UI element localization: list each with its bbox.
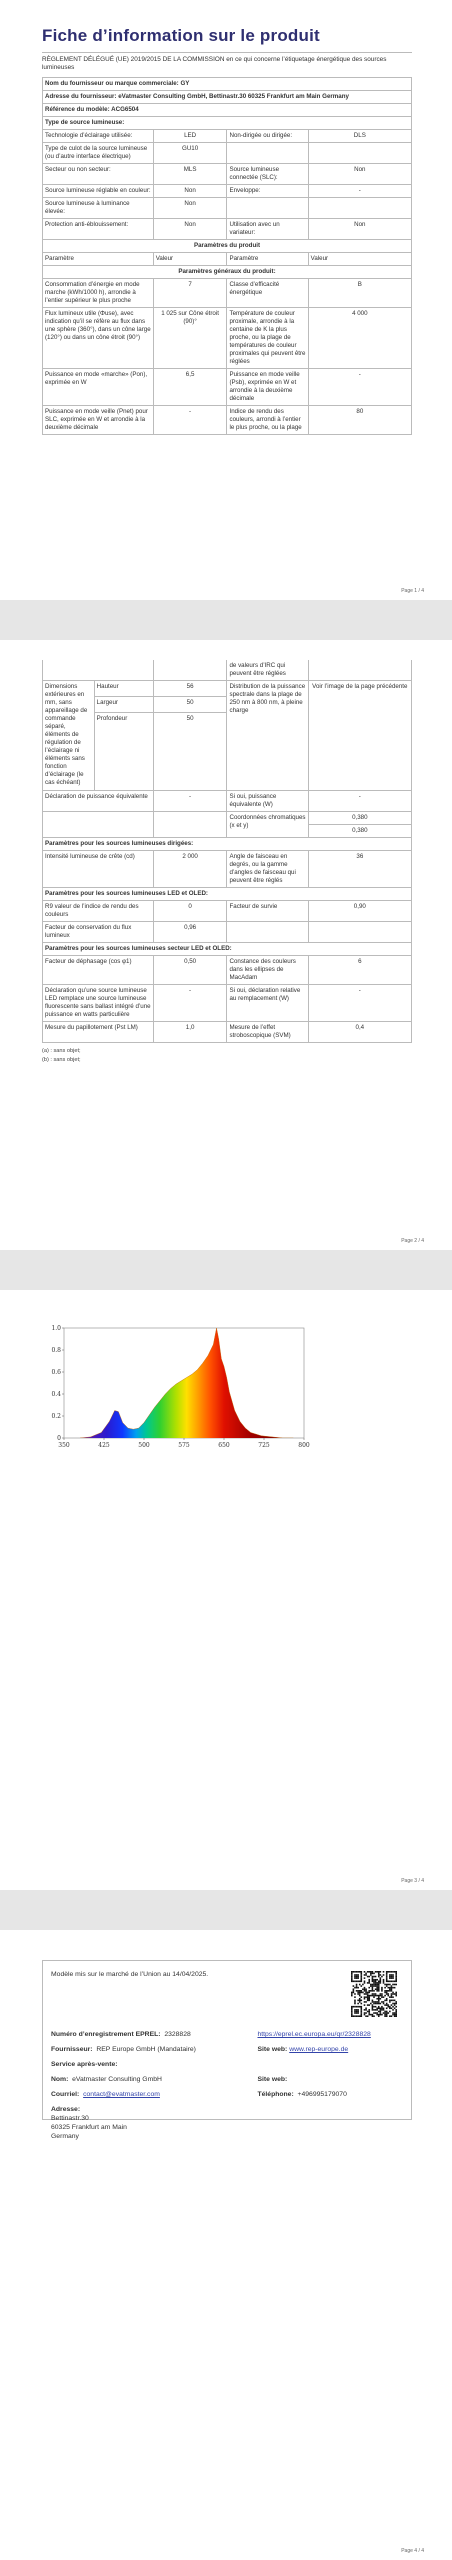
y-tick-label: 0.4 [51, 1391, 61, 1398]
chroma-x: 0,380 [308, 812, 411, 825]
col-header-value: Valeur [308, 252, 411, 265]
param-label: Technologie d’éclairage utilisée: [43, 129, 154, 142]
param-label: Flux lumineux utile (Φuse), avec indication qu’il se réfère au flux dans une sphère (360°), dans un cône large (120°) ou dans un cône étroit (90°) [43, 307, 154, 368]
col-header-param: Paramètre [227, 252, 308, 265]
general-params-header: Paramètres généraux du produit: [43, 265, 412, 278]
param-label: Température de couleur proximale, arrondie à la centaine de K la plus proche, ou la plage de températures de couleur proximales qui peuvent être réglées [227, 307, 308, 368]
registration-card [42, 1960, 412, 2140]
page-title: Fiche d’information sur le produit [42, 26, 320, 45]
table-row [43, 142, 412, 163]
table-row [43, 901, 412, 922]
chroma-y: 0,380 [308, 825, 411, 838]
model-reference: Référence du modèle: ACG6504 [43, 103, 412, 116]
footnote-a: (a) : sans objet; [42, 1048, 81, 1054]
param-label: Constance des couleurs dans les ellipses de MacAdam [227, 956, 308, 985]
param-value: Non [153, 197, 227, 218]
param-value: LED [153, 129, 227, 142]
page-number: Page 4 / 4 [401, 2548, 424, 2554]
footnote-b: (b) : sans objet; [42, 1057, 81, 1063]
table-row [43, 218, 412, 239]
param-label: Classe d’efficacité énergétique [227, 278, 308, 307]
name-value: eVatmaster Consulting GmbH [72, 2076, 162, 2083]
identification-table [42, 77, 412, 435]
table-row [43, 184, 412, 197]
page-3 [0, 1290, 452, 1890]
table-row [43, 405, 412, 434]
param-value: 7 [153, 278, 227, 307]
dimensions-label: Dimensions extérieures en mm, sans appareillage de commande séparé, éléments de régulation de l’éclairage ni éléments sans fonction d’éclairage (le cas échéant) [43, 681, 95, 791]
param-value: 0,4 [308, 1022, 411, 1043]
email-label: Courriel: [51, 2091, 80, 2098]
param-value: 80 [308, 405, 411, 434]
param-value: 36 [308, 851, 411, 888]
param-label: Source lumineuse connectée (SLC): [227, 163, 308, 184]
directional-header: Paramètres pour les sources lumineuses dirigées: [43, 838, 412, 851]
y-tick-label: 0.6 [51, 1369, 61, 1376]
name-label: Nom: [51, 2076, 69, 2083]
supplier-name: Nom du fournisseur ou marque commerciale: GY [43, 77, 412, 90]
param-value [308, 142, 411, 163]
spectral-value: Voir l’image de la page précédente [308, 681, 411, 791]
y-tick-label: 1.0 [51, 1325, 61, 1332]
page-number: Page 2 / 4 [401, 1238, 424, 1244]
site-link[interactable]: www.rep-europe.de [289, 2046, 349, 2053]
page-number: Page 3 / 4 [401, 1878, 424, 1884]
address-line-1: Bettinastr.30 [51, 2115, 89, 2122]
table-row [43, 922, 412, 943]
address-line-3: Germany [51, 2133, 79, 2140]
param-label: Mesure de l’effet stroboscopique (SVM) [227, 1022, 308, 1043]
param-value: Non [153, 184, 227, 197]
param-label: Non-dirigée ou dirigée: [227, 129, 308, 142]
product-params-header: Paramètres du produit [43, 239, 412, 252]
x-tick-label: 800 [298, 1442, 310, 1449]
table-row [43, 985, 412, 1022]
param-label: Indice de rendu des couleurs, arrondi à l’entier le plus proche, ou la plage [227, 405, 308, 434]
y-tick-label: 0.2 [51, 1413, 61, 1420]
param-value: Non [308, 163, 411, 184]
param-value: - [153, 985, 227, 1022]
dim-width-label: Largeur [94, 697, 153, 713]
param-label: Si oui, déclaration relative au remplacement (W) [227, 985, 308, 1022]
param-value: 0,96 [153, 922, 227, 943]
spectral-distribution-chart [42, 1320, 312, 1470]
table-row [43, 307, 412, 368]
param-label: Déclaration qu’une source lumineuse LED remplace une source lumineuse fluorescente sans ballast intégré d’une puissance en watts particulière [43, 985, 154, 1022]
table-row [43, 1022, 412, 1043]
param-value: B [308, 278, 411, 307]
mains-header: Paramètres pour les sources lumineuses secteur LED et OLED: [43, 943, 412, 956]
dim-height-value: 56 [153, 681, 227, 697]
dim-depth-label: Profondeur [94, 713, 153, 791]
param-value: 0,50 [153, 956, 227, 985]
regulation-text: RÈGLEMENT DÉLÉGUÉ (UE) 2019/2015 DE LA COMMISSION en ce qui concerne l’étiquetage énergétique des sources lumineuses [42, 52, 412, 77]
contact-table [49, 2027, 405, 2144]
param-label: Source lumineuse à luminance élevée: [43, 197, 154, 218]
email-link[interactable]: contact@evatmaster.com [83, 2091, 160, 2098]
param-value: Non [308, 218, 411, 239]
table-row [43, 956, 412, 985]
dim-height-label: Hauteur [94, 681, 153, 697]
param-label: Facteur de conservation du flux lumineux [43, 922, 154, 943]
equiv-power-label: Déclaration de puissance équivalente [43, 791, 154, 812]
supplier-value: REP Europe GmbH (Mandataire) [96, 2046, 196, 2053]
table-row [43, 368, 412, 405]
x-tick-label: 425 [98, 1442, 110, 1449]
param-value: 0 [153, 901, 227, 922]
site2-label: Site web: [257, 2076, 288, 2083]
page-2 [0, 640, 452, 1250]
param-value: 0,90 [308, 901, 411, 922]
x-tick-label: 500 [138, 1442, 150, 1449]
param-label: Intensité lumineuse de crête (cd) [43, 851, 154, 888]
param-label: Protection anti-éblouissement: [43, 218, 154, 239]
param-value: 1,0 [153, 1022, 227, 1043]
param-label: Puissance en mode veille (Psb), exprimée en W et arrondie à la deuxième décimale [227, 368, 308, 405]
param-label: Consommation d’énergie en mode marche (kWh/1000 h), arrondie à l’entier supérieur le plus proche [43, 278, 154, 307]
param-label: Source lumineuse réglable en couleur: [43, 184, 154, 197]
phone-label: Téléphone: [257, 2091, 294, 2098]
y-tick-label: 0.8 [51, 1347, 61, 1354]
spectral-label: Distribution de la puissance spectrale dans la plage de 250 nm à 800 nm, à pleine charge [227, 681, 308, 791]
param-label: Mesure du papillotement (Pst LM) [43, 1022, 154, 1043]
param-value: - [153, 405, 227, 434]
param-value: - [308, 184, 411, 197]
param-label: Utilisation avec un variateur: [227, 218, 308, 239]
supplier-address: Adresse du fournisseur: eVatmaster Consulting GmbH, Bettinastr.30 60325 Frankfurt am Main Germany [43, 90, 412, 103]
table-row [43, 129, 412, 142]
page-2-content [42, 660, 412, 1063]
param-value: GU10 [153, 142, 227, 163]
site-label: Site web: [257, 2046, 288, 2053]
param-label: Enveloppe: [227, 184, 308, 197]
param-label: Facteur de survie [227, 901, 308, 922]
cont-cell: de valeurs d’IRC qui peuvent être réglées [227, 660, 308, 681]
equiv-power-w-label: Si oui, puissance équivalente (W) [227, 791, 308, 812]
page-number: Page 1 / 4 [401, 588, 424, 594]
param-value [308, 197, 411, 218]
dim-depth-value: 50 [153, 713, 227, 791]
x-tick-label: 650 [218, 1442, 230, 1449]
param-value: MLS [153, 163, 227, 184]
led-header: Paramètres pour les sources lumineuses LED et OLED: [43, 888, 412, 901]
param-label: Secteur ou non secteur: [43, 163, 154, 184]
param-value: - [308, 985, 411, 1022]
address-label: Adresse: [51, 2106, 81, 2113]
param-value: DLS [308, 129, 411, 142]
table-row [43, 851, 412, 888]
eprel-label: Numéro d’enregistrement EPREL: [51, 2031, 161, 2038]
dim-width-value: 50 [153, 697, 227, 713]
after-sales-label: Service après-vente: [51, 2061, 118, 2068]
light-type-header: Type de source lumineuse: [43, 116, 412, 129]
page-1 [0, 0, 452, 600]
param-value: 6,5 [153, 368, 227, 405]
param-value: Non [153, 218, 227, 239]
col-header-param: Paramètre [43, 252, 154, 265]
page-4 [0, 1930, 452, 2560]
col-header-value: Valeur [153, 252, 227, 265]
supplier-label: Fournisseur: [51, 2046, 93, 2053]
param-label: Puissance en mode «marche» (Pon), exprimée en W [43, 368, 154, 405]
param-value: 4 000 [308, 307, 411, 368]
eprel-number: 2328828 [164, 2031, 191, 2038]
param-label [227, 142, 308, 163]
table-row [43, 278, 412, 307]
table-row [43, 163, 412, 184]
phone-value: +496995179070 [297, 2091, 347, 2098]
param-label: R9 valeur de l’indice de rendu des couleurs [43, 901, 154, 922]
equiv-power-w-value: - [308, 791, 411, 812]
x-tick-label: 575 [178, 1442, 190, 1449]
param-label: Type de culot de la source lumineuse (ou d’autre interface électrique) [43, 142, 154, 163]
market-date: Modèle mis sur le marché de l’Union au 14/04/2025. [51, 1971, 209, 1978]
param-label: Facteur de déphasage (cos φ1) [43, 956, 154, 985]
param-label: Angle de faisceau en degrés, ou la gamme d’angles de faisceau qui peuvent être réglés [227, 851, 308, 888]
param-label [227, 922, 308, 943]
param-value [308, 922, 411, 943]
eprel-link[interactable]: https://eprel.ec.europa.eu/qr/2328828 [257, 2031, 371, 2038]
chroma-label: Coordonnées chromatiques (x et y) [227, 812, 308, 838]
parameters-table-continued [42, 660, 412, 1043]
param-value: 6 [308, 956, 411, 985]
address-line-2: 60325 Frankfurt am Main [51, 2124, 127, 2131]
x-tick-label: 725 [258, 1442, 270, 1449]
param-value: 1 025 sur Cône étroit (90)° [153, 307, 227, 368]
page-1-content [42, 26, 412, 435]
param-value: - [308, 368, 411, 405]
qr-code-icon[interactable] [351, 1971, 397, 2017]
param-label: Puissance en mode veille (Pnet) pour SLC, exprimée en W et arrondie à la deuxième décimale [43, 405, 154, 434]
x-tick-label: 350 [58, 1442, 70, 1449]
equiv-power-value: - [153, 791, 227, 812]
param-value: 2 000 [153, 851, 227, 888]
table-row [43, 197, 412, 218]
param-label [227, 197, 308, 218]
y-tick-label: 0 [57, 1435, 61, 1442]
